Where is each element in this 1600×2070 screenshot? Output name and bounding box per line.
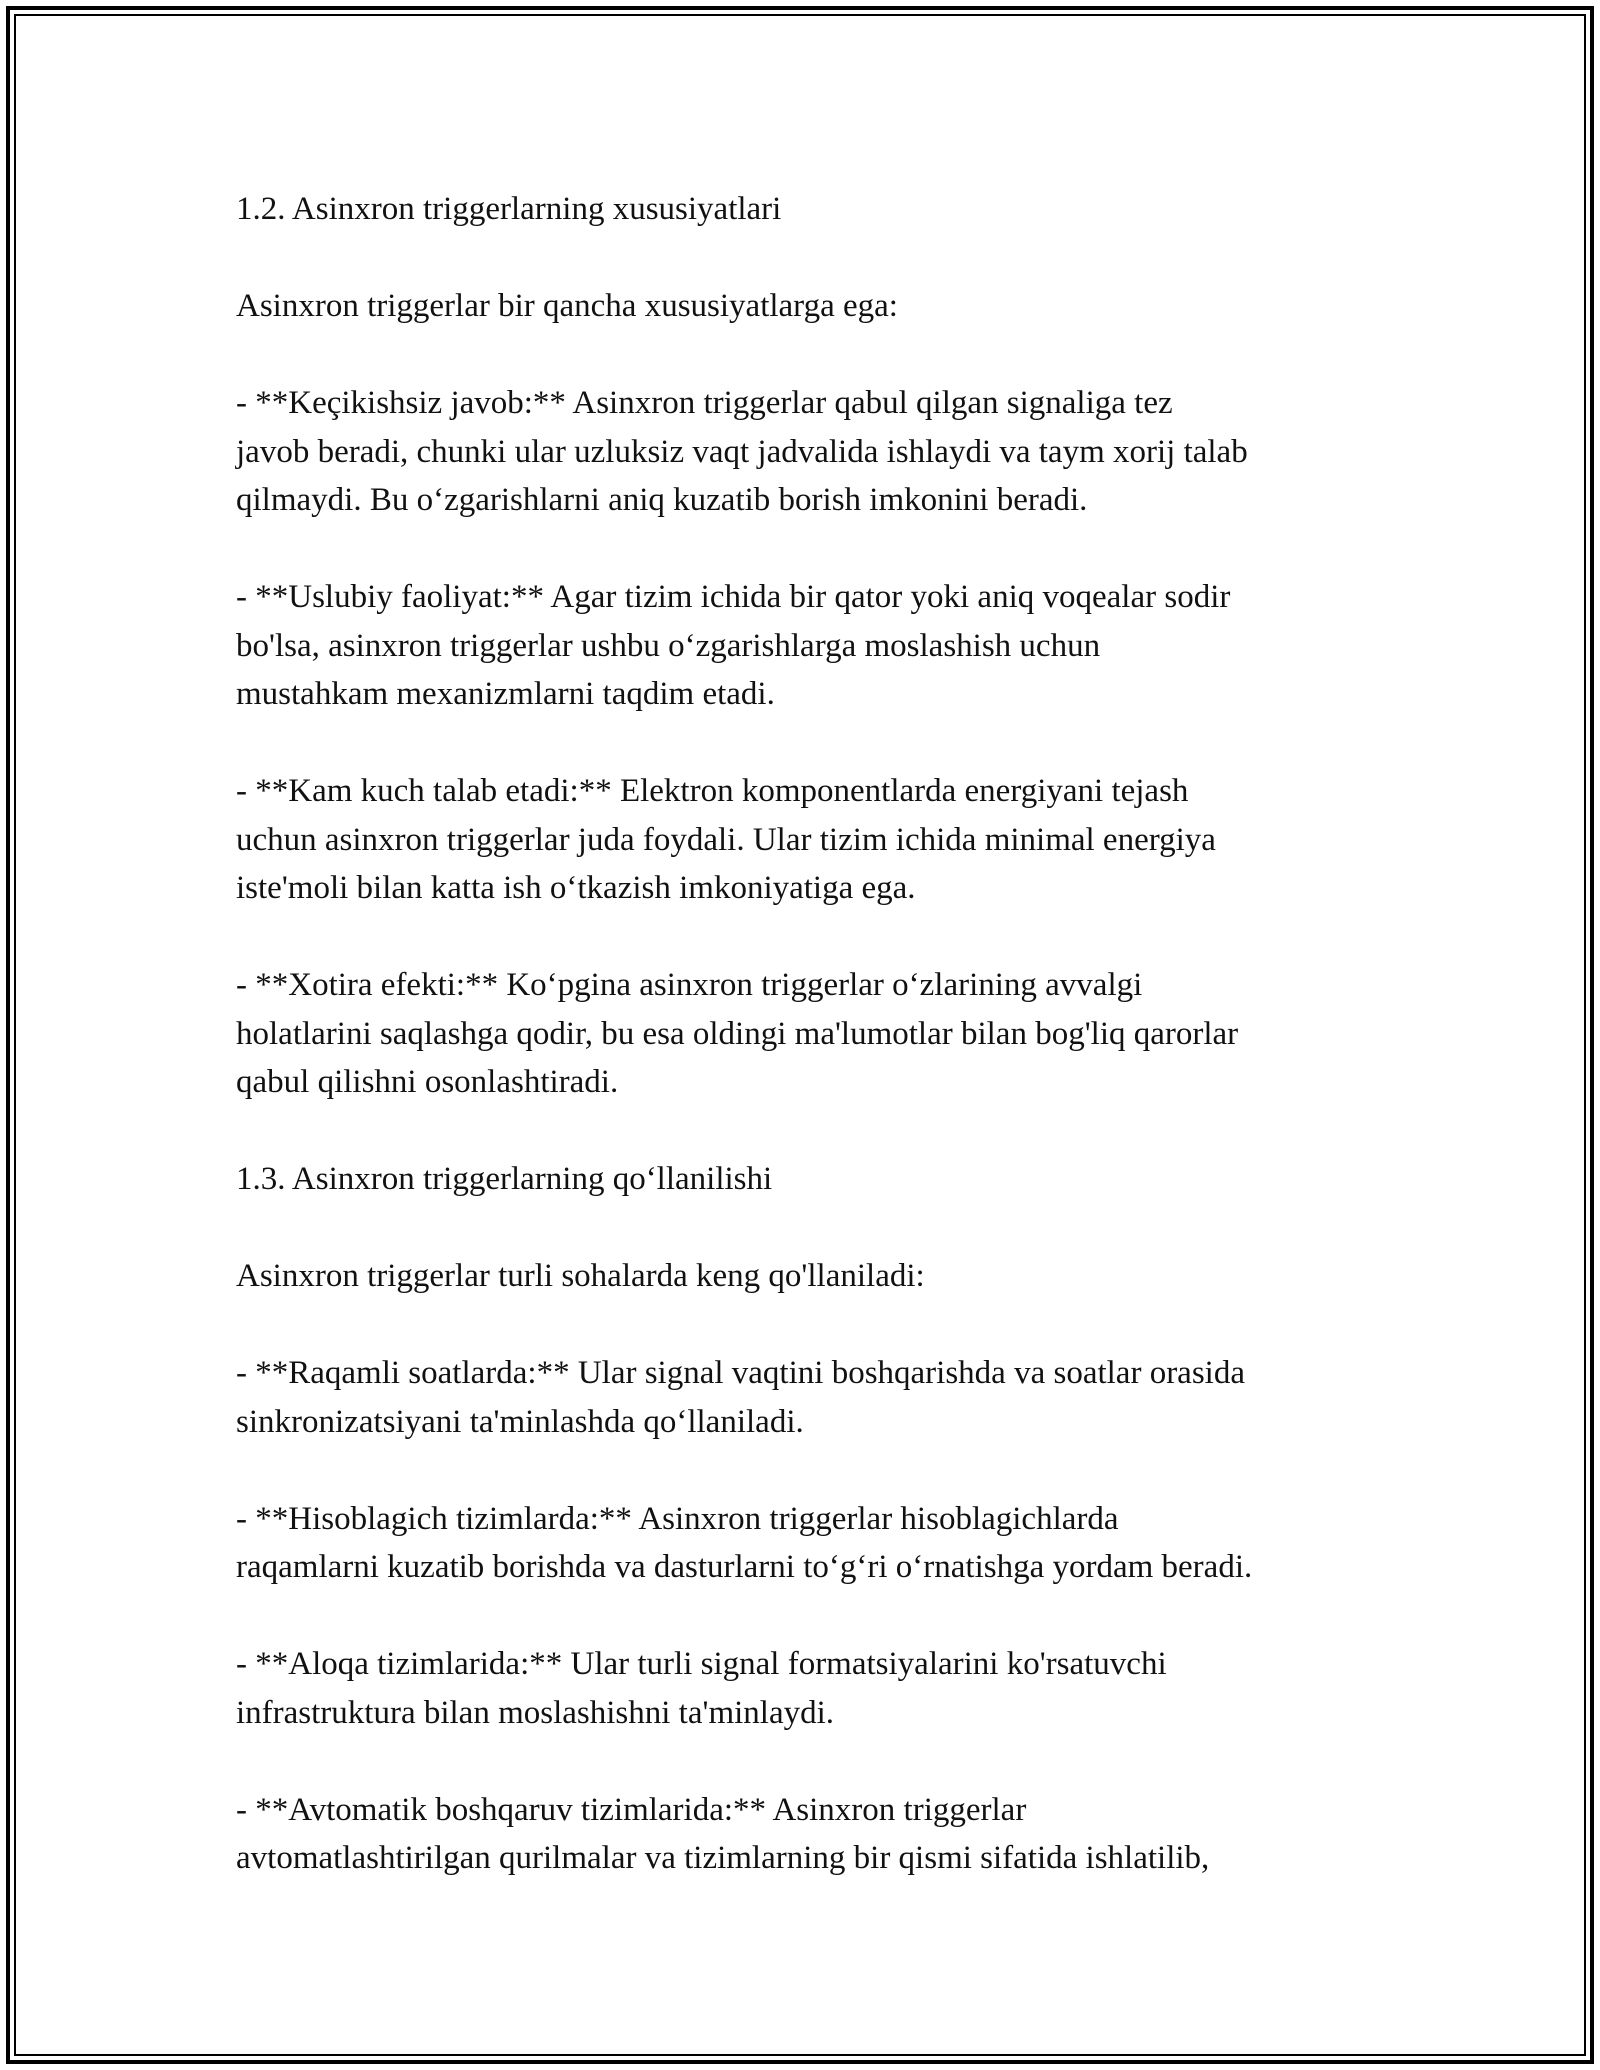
section-intro-applications: Asinxron triggerlar turli sohalarda keng qo'llaniladi: — [236, 1258, 925, 1294]
document-body — [236, 185, 1376, 1931]
list-item-hisoblagich-tizimlarda: - **Hisoblagich tizimlarda:** Asinxron triggerlar hisoblagichlarda raqamlarni kuzatib borishda va dasturlarni to‘g‘ri o‘rnatishga yordam beradi. — [236, 1500, 1253, 1585]
list-item-aloqa-tizimlarida: - **Aloqa tizimlarida:** Ular turli signal formatsiyalarini ko'rsatuvchi infrastruktura bilan moslashishni ta'minlaydi. — [236, 1646, 1167, 1731]
section-intro-features: Asinxron triggerlar bir qancha xususiyatlarga ega: — [236, 288, 898, 324]
section-heading-1-2: 1.2. Asinxron triggerlarning xususiyatlari — [236, 191, 782, 227]
list-item-raqamli-soatlarda: - **Raqamli soatlarda:** Ular signal vaqtini boshqarishda va soatlar orasida sinkronizatsiyani ta'minlashda qo‘llaniladi. — [236, 1355, 1245, 1440]
list-item-xotira-efekti: - **Xotira efekti:** Ko‘pgina asinxron triggerlar o‘zlarining avvalgi holatlarini saqlashga qodir, bu esa oldingi ma'lumotlar bilan bog'liq qarorlar qabul qilishni osonlashtiradi. — [236, 967, 1239, 1100]
list-item-uslubiy-faoliyat: - **Uslubiy faoliyat:** Agar tizim ichida bir qator yoki aniq voqealar sodir bo'lsa, asinxron triggerlar ushbu o‘zgarishlarga moslashish uchun mustahkam mexanizmlarni taqdim etadi. — [236, 579, 1231, 712]
list-item-kecikishsiz-javob: - **Keçikishsiz javob:** Asinxron triggerlar qabul qilgan signaliga tez javob beradi, chunki ular uzluksiz vaqt jadvalida ishlaydi va taym xorij talab qilmaydi. Bu o‘zgarishlarni aniq kuzatib borish imkonini beradi. — [236, 385, 1248, 518]
list-item-kam-kuch: - **Kam kuch talab etadi:** Elektron komponentlarda energiyani tejash uchun asinxron triggerlar juda foydali. Ular tizim ichida minimal energiya iste'moli bilan katta ish o‘tkazish imkoniyatiga ega. — [236, 773, 1216, 906]
section-heading-1-3: 1.3. Asinxron triggerlarning qo‘llanilishi — [236, 1161, 773, 1197]
list-item-avtomatik-boshqaruv: - **Avtomatik boshqaruv tizimlarida:** Asinxron triggerlar avtomatlashtirilgan qurilmalar va tizimlarning bir qismi sifatida ishlatilib, — [236, 1791, 1210, 1876]
